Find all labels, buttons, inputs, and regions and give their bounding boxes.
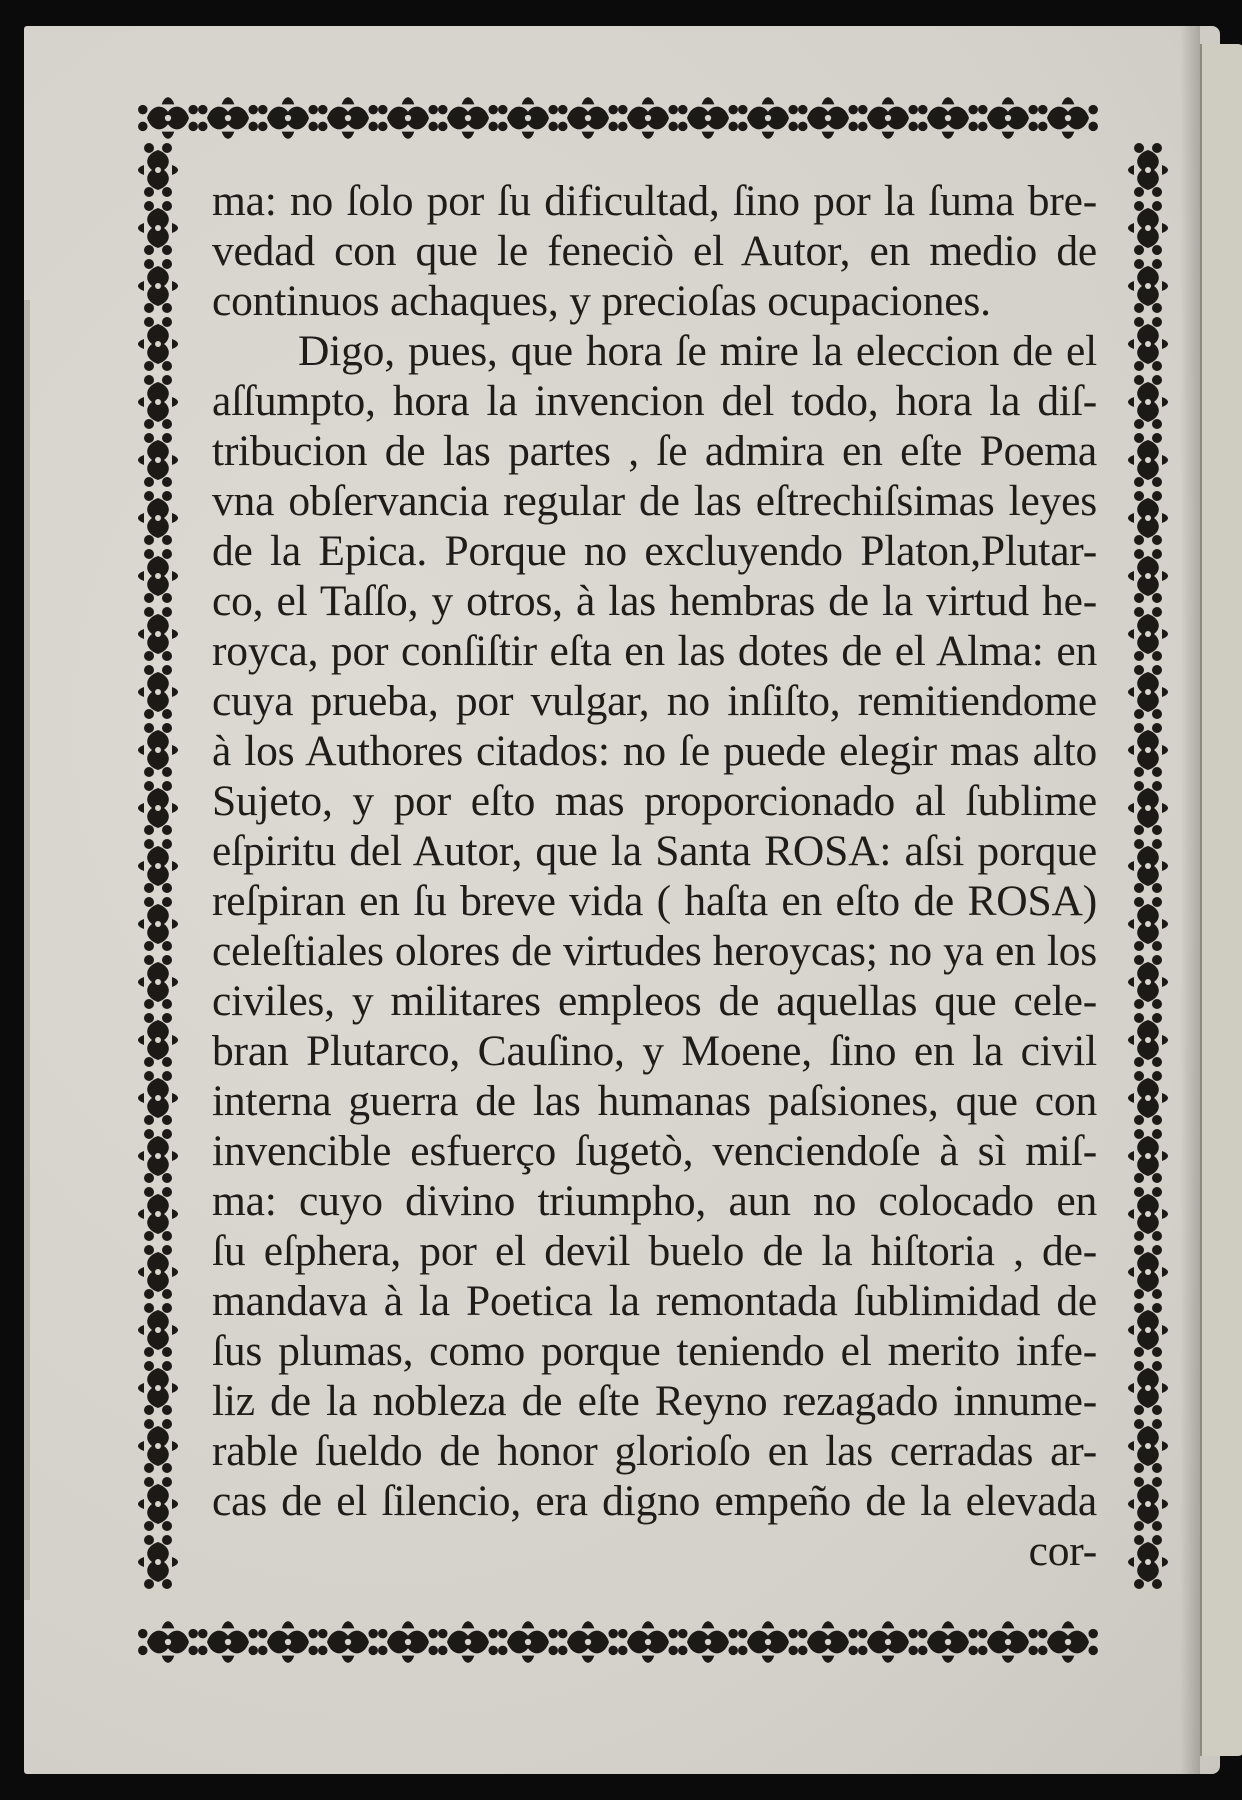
fleuron-icon: [1128, 433, 1168, 487]
fleuron-icon: [918, 97, 978, 138]
text-line: mandava à la Poetica la remontada ſublimidad de: [212, 1277, 1097, 1325]
fleuron-icon: [498, 97, 558, 138]
fleuron-icon: [678, 97, 738, 138]
fleuron-icon: [1128, 1187, 1168, 1241]
fleuron-icon: [138, 897, 178, 951]
text-line: interna guerra de las humanas paſsiones, que con: [212, 1077, 1097, 1125]
fleuron-icon: [378, 97, 438, 138]
fleuron-icon: [138, 1361, 178, 1415]
text-line: celeſtiales olores de virtudes heroycas; no ya en los: [212, 927, 1097, 975]
fleuron-icon: [138, 665, 178, 719]
fleuron-icon: [138, 259, 178, 313]
text-line: civiles, y militares empleos de aquellas que cele-: [212, 977, 1097, 1025]
fleuron-icon: [138, 1129, 178, 1183]
fleuron-icon: [1128, 1361, 1168, 1415]
text-line: aſſumpto, hora la invencion del todo, hora la diſ-: [212, 377, 1097, 425]
fleuron-icon: [1128, 549, 1168, 603]
fleuron-icon: [1038, 1621, 1098, 1662]
text-line: invencible esfuerço ſugetò, venciendoſe à sì miſ-: [212, 1127, 1097, 1175]
top-ornament-band: [138, 97, 1098, 138]
fleuron-icon: [1128, 955, 1168, 1009]
fleuron-icon: [1128, 259, 1168, 313]
fleuron-icon: [198, 1621, 258, 1662]
text-line: cas de el ſilencio, era digno empeño de la elevada: [212, 1477, 1097, 1525]
text-line: continuos achaques, y precioſas ocupaciones.: [212, 277, 991, 325]
fleuron-icon: [618, 1621, 678, 1662]
text-line: ma: cuyo divino triumpho, aun no colocado en: [212, 1177, 1097, 1225]
text-line: vedad con que le feneciò el Autor, en medio de: [212, 227, 1097, 275]
fleuron-icon: [558, 1621, 618, 1662]
fleuron-icon: [798, 1621, 858, 1662]
fleuron-icon: [138, 143, 178, 197]
fleuron-icon: [138, 433, 178, 487]
fleuron-icon: [1128, 317, 1168, 371]
fleuron-icon: [1128, 1129, 1168, 1183]
fleuron-icon: [138, 1187, 178, 1241]
fleuron-icon: [138, 1245, 178, 1299]
fleuron-icon: [1128, 665, 1168, 719]
fleuron-icon: [1128, 839, 1168, 893]
text-line: liz de la nobleza de eſte Reyno rezagado innume-: [212, 1377, 1097, 1425]
fleuron-icon: [1128, 1535, 1168, 1589]
text-line: Digo, pues, que hora ſe mire la eleccion de el: [298, 327, 1097, 375]
text-line: eſpiritu del Autor, que la Santa ROSA: aſsi porque: [212, 827, 1097, 875]
text-line: à los Authores citados: no ſe puede elegir mas alto: [212, 727, 1097, 775]
fleuron-icon: [258, 97, 318, 138]
text-line: ſus plumas, como porque teniendo el merito infe-: [212, 1327, 1097, 1375]
fleuron-icon: [798, 97, 858, 138]
left-ornament-band: [138, 143, 178, 1589]
fleuron-icon: [138, 1419, 178, 1473]
fleuron-icon: [138, 1303, 178, 1357]
fleuron-icon: [138, 723, 178, 777]
fleuron-icon: [1128, 897, 1168, 951]
fleuron-icon: [138, 201, 178, 255]
fleuron-icon: [978, 97, 1038, 138]
fleuron-icon: [138, 1621, 198, 1662]
fleuron-icon: [858, 1621, 918, 1662]
fleuron-icon: [1038, 97, 1098, 138]
fleuron-icon: [1128, 723, 1168, 777]
fleuron-icon: [138, 375, 178, 429]
catchword: cor-: [1028, 1527, 1097, 1575]
fleuron-icon: [918, 1621, 978, 1662]
fleuron-icon: [138, 839, 178, 893]
text-line: cuya prueba, por vulgar, no inſiſto, remitiendome: [212, 677, 1097, 725]
fleuron-icon: [1128, 1071, 1168, 1125]
fleuron-icon: [1128, 375, 1168, 429]
fleuron-icon: [438, 1621, 498, 1662]
fleuron-icon: [1128, 1013, 1168, 1067]
fleuron-icon: [138, 97, 198, 138]
fleuron-icon: [138, 955, 178, 1009]
fleuron-icon: [618, 97, 678, 138]
fleuron-icon: [1128, 1477, 1168, 1531]
fleuron-icon: [138, 317, 178, 371]
fleuron-icon: [978, 1621, 1038, 1662]
fleuron-icon: [138, 1071, 178, 1125]
fleuron-icon: [1128, 781, 1168, 835]
fleuron-icon: [378, 1621, 438, 1662]
fleuron-icon: [1128, 1245, 1168, 1299]
fleuron-icon: [1128, 201, 1168, 255]
fleuron-icon: [258, 1621, 318, 1662]
text-line: co, el Taſſo, y otros, à las hembras de la virtud he-: [212, 577, 1097, 625]
text-line: rable ſueldo de honor glorioſo en las cerradas ar-: [212, 1427, 1097, 1475]
text-line: royca, por conſiſtir eſta en las dotes de el Alma: en: [212, 627, 1097, 675]
text-line: Sujeto, y por eſto mas proporcionado al ſublime: [212, 777, 1097, 825]
text-line: tribucion de las partes , ſe admira en eſte Poema: [212, 427, 1097, 475]
fleuron-icon: [1128, 1303, 1168, 1357]
fleuron-icon: [438, 97, 498, 138]
fleuron-icon: [1128, 607, 1168, 661]
fleuron-icon: [858, 97, 918, 138]
bottom-ornament-band: [138, 1621, 1098, 1662]
fleuron-icon: [138, 1477, 178, 1531]
body-text: [212, 176, 1097, 1576]
fleuron-icon: [1128, 491, 1168, 545]
fleuron-icon: [318, 1621, 378, 1662]
fleuron-icon: [738, 1621, 798, 1662]
fleuron-icon: [138, 491, 178, 545]
fleuron-icon: [138, 607, 178, 661]
fleuron-icon: [138, 1013, 178, 1067]
fleuron-icon: [558, 97, 618, 138]
text-line: de la Epica. Porque no excluyendo Platon,Plutar-: [212, 527, 1097, 575]
fleuron-icon: [198, 97, 258, 138]
text-line: vna obſervancia regular de las eſtrechiſsimas leyes: [212, 477, 1097, 525]
fleuron-icon: [678, 1621, 738, 1662]
text-line: ma: no ſolo por ſu dificultad, ſino por la ſuma bre-: [212, 177, 1097, 225]
fleuron-icon: [1128, 1419, 1168, 1473]
text-line: bran Plutarco, Cauſino, y Moene, ſino en la civil: [212, 1027, 1097, 1075]
text-line: reſpiran en ſu breve vida ( haſta en eſto de ROSA): [212, 877, 1097, 925]
fleuron-icon: [1128, 143, 1168, 197]
fleuron-icon: [738, 97, 798, 138]
fleuron-icon: [138, 781, 178, 835]
text-line: ſu eſphera, por el devil buelo de la hiſtoria , de-: [212, 1227, 1097, 1275]
right-ornament-band: [1128, 143, 1168, 1589]
fleuron-icon: [138, 549, 178, 603]
fleuron-icon: [138, 1535, 178, 1589]
fleuron-icon: [498, 1621, 558, 1662]
fleuron-icon: [318, 97, 378, 138]
